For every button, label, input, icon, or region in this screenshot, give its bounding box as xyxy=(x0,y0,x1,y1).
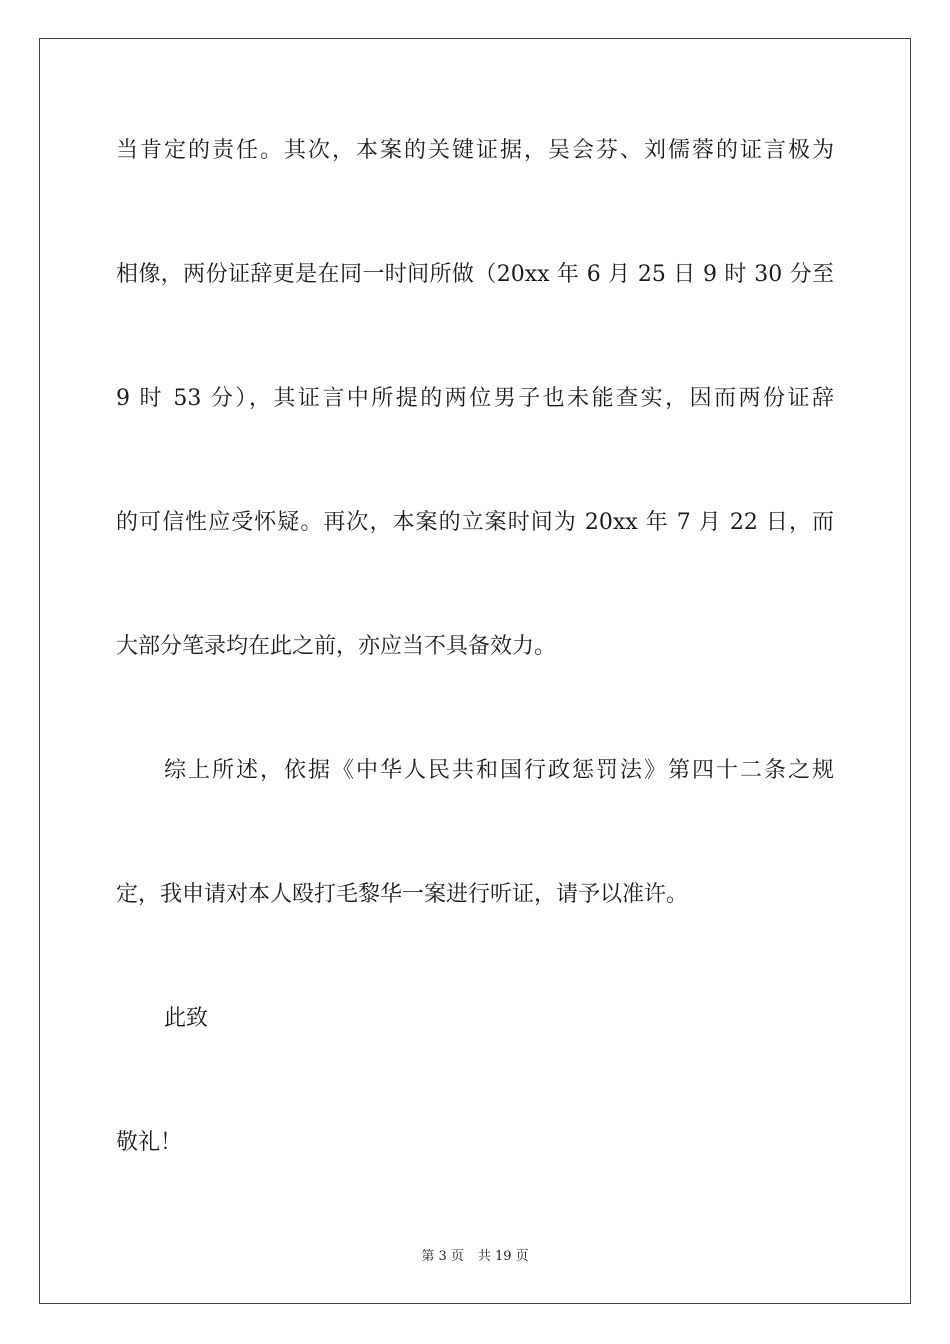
body-line: 当肯定的责任。其次，本案的关键证据，吴会芬、刘儒蓉的证言极为 xyxy=(116,138,834,163)
closing-regards: 敬礼！ xyxy=(116,1130,183,1155)
closing-salutation: 此致 xyxy=(164,1006,209,1031)
page-frame xyxy=(39,38,911,1304)
page-footer xyxy=(0,1248,950,1266)
body-line: 相像，两份证辞更是在同一时间所做（20xx 年 6 月 25 日 9 时 30 分至 xyxy=(116,262,834,287)
page-total: 共 19 页 xyxy=(477,1249,529,1264)
body-line: 大部分笔录均在此之前，亦应当不具备效力。 xyxy=(116,634,557,659)
body-line: 定，我申请对本人殴打毛黎华一案进行听证，请予以准许。 xyxy=(116,882,689,907)
body-line: 9 时 53 分），其证言中所提的两位男子也未能查实，因而两份证辞 xyxy=(116,386,834,411)
paragraph-start-line: 综上所述，依据《中华人民共和国行政惩罚法》第四十二条之规 xyxy=(164,758,834,783)
body-line: 的可信性应受怀疑。再次，本案的立案时间为 20xx 年 7 月 22 日，而 xyxy=(116,510,834,535)
page-number: 第 3 页 xyxy=(421,1249,464,1264)
